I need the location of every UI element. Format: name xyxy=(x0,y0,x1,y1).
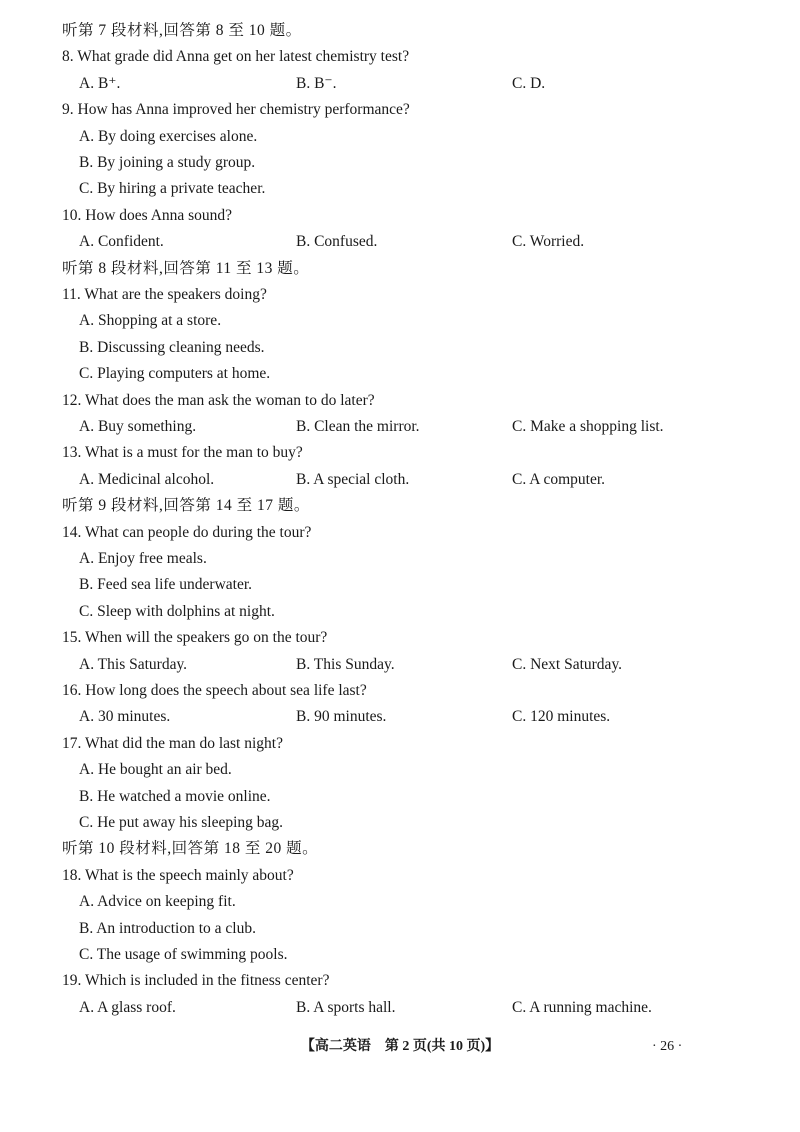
question-text: 18. What is the speech mainly about? xyxy=(62,866,294,884)
section-heading-text: 听第 8 段材料,回答第 11 至 13 题。 xyxy=(62,259,310,277)
question-text: 9. How has Anna improved her chemistry performance? xyxy=(62,101,410,119)
options-row xyxy=(0,995,800,1021)
option-line xyxy=(0,942,800,968)
section-heading xyxy=(0,493,800,519)
option-text: C. By hiring a private teacher. xyxy=(79,180,266,198)
question xyxy=(0,678,800,704)
option-a: A. Buy something. xyxy=(79,418,197,435)
option-a: A. A glass roof. xyxy=(79,998,176,1016)
option-b: B. Clean the mirror. xyxy=(296,418,420,435)
question-text: 10. How does Anna sound? xyxy=(62,206,233,224)
option-text: A. Enjoy free meals. xyxy=(79,550,207,567)
option-a: A. This Saturday. xyxy=(79,655,188,673)
option-line xyxy=(0,308,800,334)
option-text: B. Discussing cleaning needs. xyxy=(79,338,265,356)
options-row xyxy=(0,71,800,97)
page-footer xyxy=(0,1035,800,1059)
option-line xyxy=(0,546,800,572)
option-text: B. Feed sea life underwater. xyxy=(79,576,253,594)
option-line xyxy=(0,810,800,836)
option-b: B. A special cloth. xyxy=(296,470,410,488)
options-row xyxy=(0,704,800,730)
option-b: B. This Sunday. xyxy=(296,655,395,673)
option-text: C. Sleep with dolphins at night. xyxy=(79,602,275,620)
option-c: C. A computer. xyxy=(512,470,605,488)
option-a: A. 30 minutes. xyxy=(79,708,171,726)
option-line xyxy=(0,361,800,387)
section-heading xyxy=(0,836,800,862)
option-text: A. He bought an air bed. xyxy=(79,761,232,779)
question xyxy=(0,520,800,546)
question xyxy=(0,97,800,123)
question xyxy=(0,440,800,466)
option-text: C. Playing computers at home. xyxy=(79,365,271,383)
option-b: B. A sports hall. xyxy=(296,998,396,1016)
option-text: B. An introduction to a club. xyxy=(79,919,256,937)
question xyxy=(0,863,800,889)
option-text: C. The usage of swimming pools. xyxy=(79,946,288,963)
option-a: A. Confident. xyxy=(79,233,164,251)
option-a: A. Medicinal alcohol. xyxy=(79,470,215,488)
option-line xyxy=(0,757,800,783)
option-b: B. 90 minutes. xyxy=(296,708,387,726)
option-b: B. B⁻. xyxy=(296,74,337,92)
footer-title: 【高二英语 第 2 页(共 10 页)】 xyxy=(300,1039,500,1054)
question xyxy=(0,731,800,757)
option-text: B. By joining a study group. xyxy=(79,154,256,171)
question xyxy=(0,625,800,651)
question-text: 12. What does the man ask the woman to do later? xyxy=(62,391,375,409)
option-c: C. A running machine. xyxy=(512,998,652,1016)
question xyxy=(0,44,800,70)
section-heading-text: 听第 9 段材料,回答第 14 至 17 题。 xyxy=(62,497,310,515)
option-text: A. Shopping at a store. xyxy=(79,312,222,330)
option-line xyxy=(0,599,800,625)
section-heading-text: 听第 10 段材料,回答第 18 至 20 题。 xyxy=(62,840,319,858)
option-line xyxy=(0,889,800,915)
option-c: C. Make a shopping list. xyxy=(512,418,664,435)
option-line xyxy=(0,176,800,202)
option-line xyxy=(0,124,800,150)
question-text: 19. Which is included in the fitness center? xyxy=(62,972,330,990)
option-text: A. Advice on keeping fit. xyxy=(79,893,236,911)
footer-page-number: · 26 · xyxy=(652,1039,683,1054)
option-b: B. Confused. xyxy=(296,233,378,251)
option-text: B. He watched a movie online. xyxy=(79,787,271,805)
option-c: C. 120 minutes. xyxy=(512,708,611,726)
question-text: 17. What did the man do last night? xyxy=(62,734,283,752)
section-heading-text: 听第 7 段材料,回答第 8 至 10 题。 xyxy=(62,22,302,39)
question-text: 16. How long does the speech about sea life last? xyxy=(62,682,367,699)
question xyxy=(0,388,800,414)
question xyxy=(0,968,800,994)
question-text: 13. What is a must for the man to buy? xyxy=(62,444,303,462)
options-row xyxy=(0,652,800,678)
option-line xyxy=(0,150,800,176)
question xyxy=(0,203,800,229)
question-text: 11. What are the speakers doing? xyxy=(62,286,267,303)
option-c: C. Next Saturday. xyxy=(512,655,623,673)
question-text: 15. When will the speakers go on the tour? xyxy=(62,629,328,647)
option-a: A. B⁺. xyxy=(79,74,121,92)
section-heading xyxy=(0,256,800,282)
option-text: C. He put away his sleeping bag. xyxy=(79,814,284,831)
option-c: C. Worried. xyxy=(512,233,585,251)
option-line xyxy=(0,335,800,361)
options-row xyxy=(0,467,800,493)
question xyxy=(0,282,800,308)
option-line xyxy=(0,572,800,598)
option-c: C. D. xyxy=(512,74,546,92)
option-line xyxy=(0,916,800,942)
option-text: A. By doing exercises alone. xyxy=(79,127,258,145)
question-text: 8. What grade did Anna get on her latest chemistry test? xyxy=(62,48,410,66)
options-row xyxy=(0,229,800,255)
section-heading xyxy=(0,18,800,44)
question-text: 14. What can people do during the tour? xyxy=(62,523,312,541)
options-row xyxy=(0,414,800,440)
option-line xyxy=(0,784,800,810)
